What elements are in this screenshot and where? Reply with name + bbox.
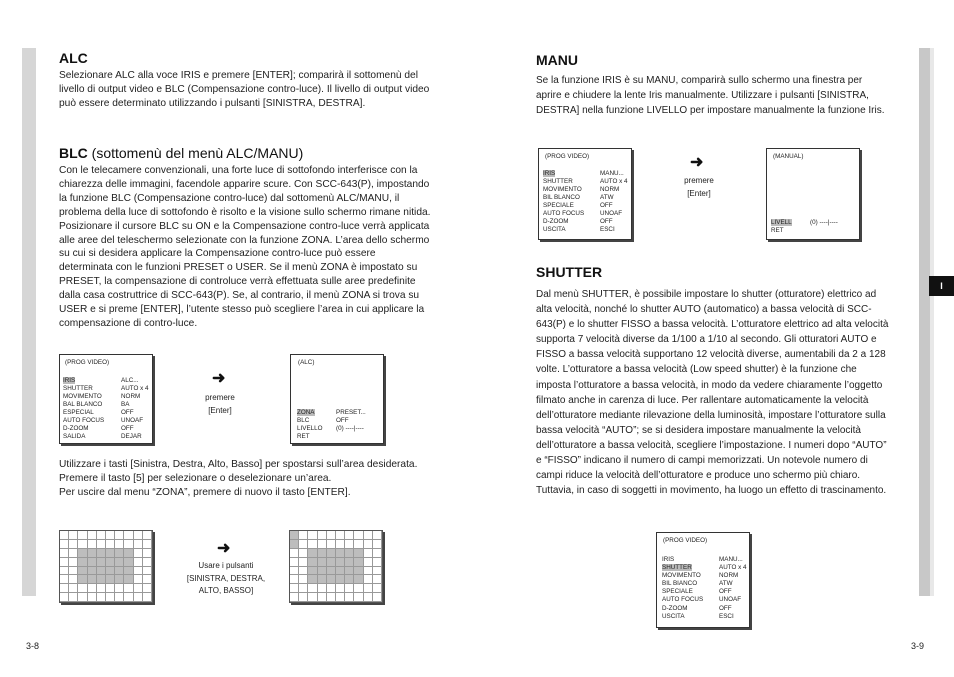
grid-cell — [299, 584, 308, 593]
grid-cell — [354, 567, 363, 576]
grid-cell — [69, 567, 78, 576]
grid-cell — [336, 567, 345, 576]
menu-value: MANU... — [719, 556, 743, 563]
grid-cell — [88, 558, 97, 567]
grid-cell — [88, 584, 97, 593]
zone-grid-before — [59, 530, 153, 603]
grid-cell — [327, 584, 336, 593]
grid-cell — [290, 593, 299, 602]
grid-cell — [290, 558, 299, 567]
grid-cell — [60, 567, 69, 576]
blc-subtitle: (sottomenù del menù ALC/MANU) — [91, 145, 304, 161]
menu-value: ESCI — [719, 613, 734, 620]
blc-title: BLC — [59, 145, 88, 161]
grid-cell — [336, 593, 345, 602]
grid-cell — [308, 549, 317, 558]
arrow-right-icon: ➜ — [212, 370, 226, 387]
grid-cell — [318, 549, 327, 558]
grid-cell — [134, 531, 143, 540]
grid-cell — [327, 540, 336, 549]
grid-cell — [354, 558, 363, 567]
grid-cell — [69, 575, 78, 584]
menu-label: AUTO FOCUS — [662, 596, 704, 603]
grid-cell — [345, 567, 354, 576]
grid-cell — [143, 558, 152, 567]
grid-cell — [88, 540, 97, 549]
grid-cell — [373, 584, 382, 593]
grid-cell — [69, 531, 78, 540]
grid-cell — [115, 531, 124, 540]
grid-cell — [345, 531, 354, 540]
grid-cell — [318, 531, 327, 540]
grid-cell — [327, 567, 336, 576]
grid-cell — [318, 540, 327, 549]
grid-cell — [97, 549, 106, 558]
menu-label: LIVELL — [771, 219, 792, 226]
grid-cell — [60, 584, 69, 593]
menu-label: SPECIALE — [662, 588, 693, 595]
grid-cell — [88, 567, 97, 576]
prog-video-menu-manu — [538, 148, 632, 240]
language-tab: I — [929, 276, 954, 296]
grid-cell — [364, 575, 373, 584]
grid-cell — [97, 531, 106, 540]
menu-value: AUTO x 4 — [600, 178, 628, 185]
manual-submenu — [766, 148, 860, 240]
menu-value: AUTO x 4 — [719, 564, 747, 571]
grid-cell — [290, 531, 299, 540]
menu-value: (0) ----|---- — [810, 219, 838, 226]
grid-cell — [78, 531, 87, 540]
grid-cell — [299, 531, 308, 540]
grid-cell — [69, 584, 78, 593]
shutter-text: Dal menù SHUTTER, è possibile impostare lo shutter (otturatore) elettrico ad alta velocità, nonché lo shutter AUTO (automatico) a bassa velocità di SCC-643(P) e lo shutter FISSO a bassa velocità. L’otturatore elettrico ad alta velocità supporta 7 velocità diverse da 1/100 a 1/10 al secondo. Gli otturatori AUTO e FISSO a bassa velocità supportano 12 velocità diverse, aumentabili da 2 a 128 volte. L’otturatore a bassa velocità (Low speed shutter) è la funzione che imposta l’otturatore a bassa velocità, in modo da vedere chiaramente l’oggetto filmato anche in carenza di luce. Per rallentare automaticamente la velocità dell’otturatore mediante rilevazione della luminosità, impostare l’otturatore sulla bassa velocità “AUTO”; se si desidera impostare manualmente la velocità dell’otturatore a bassa velocità, scegliere l’impostazione. I numeri dopo “AUTO” e “FISSO” indicano il numero di campi memorizzati. Un notevole numero di campi riduce la velocità dell’otturatore e produce uno schermo più chiaro. Tuttavia, in caso di soggetti in movimento, ha luogo un effetto di trascinamento. — [536, 289, 889, 497]
page-number-left: 3-8 — [26, 641, 40, 651]
prog-video-menu-shutter — [656, 532, 750, 628]
grid-cell — [134, 558, 143, 567]
grid-cell — [364, 549, 373, 558]
grid-cell — [373, 549, 382, 558]
grid-cell — [106, 593, 115, 602]
grid-cell — [106, 584, 115, 593]
grid-cell — [69, 593, 78, 602]
grid-cell — [318, 567, 327, 576]
grid-cell — [115, 593, 124, 602]
grid-cell — [308, 575, 317, 584]
grid-cell — [115, 584, 124, 593]
grid-cell — [299, 540, 308, 549]
shutter-heading: SHUTTER — [536, 264, 603, 280]
grid-cell — [327, 558, 336, 567]
grid-cell — [318, 584, 327, 593]
menu-label: D-ZOOM — [63, 425, 89, 432]
grid-cell — [134, 575, 143, 584]
menu-value: ALC... — [121, 377, 139, 384]
grid-cell — [115, 558, 124, 567]
menu-title: (PROG VIDEO) — [65, 359, 110, 366]
menu-label: SHUTTER — [63, 385, 93, 392]
menu-value: UNOAF — [600, 210, 623, 217]
menu-value: OFF — [121, 409, 134, 416]
menu-value: NORM — [121, 393, 141, 400]
menu-label: AUTO FOCUS — [543, 210, 585, 217]
grid-cell — [78, 549, 87, 558]
menu-value: MANU... — [600, 170, 624, 177]
grid-cell — [78, 567, 87, 576]
menu-label: RET — [771, 227, 784, 234]
grid-cell — [115, 575, 124, 584]
grid-cell — [60, 575, 69, 584]
arrow-right-icon: ➜ — [690, 154, 704, 171]
grid-cell — [364, 540, 373, 549]
blc-text: Con le telecamere convenzionali, una forte luce di sottofondo interferisce con la chiarezza delle immagini, facendole apparire scure. Con SCC-643(P), impostando la funzione BLC (Compensazione contro-luce) dal sottomenù ALC/MANU, il problema della luce di sottofondo è risolto e la visione sullo schermo rimane nitida. Posizionare il cursore BLC su ON e la Compensazione contro-luce verrà applicata alle aree del teleschermo selezionate con la funzione ZONA. L’area dello schermo su cui si desidera applicare la Compensazione contro-luce può essere determinata con le funzioni PRESET o USER. Se il menù ZONA è impostato su PRESET, la compensazione di controluce verrà effettuata sulle aree predefinite dalla casa costruttrice di SCC-643(P). Se, al contrario, il menù ZONA si trova su USER e si preme [ENTER], l’utente stesso può scegliere l’area in cui applicare la compensazione di contro-luce. — [59, 165, 431, 329]
menu-label: BIL BIANCO — [662, 580, 698, 587]
grid-cell — [97, 593, 106, 602]
menu-label: D-ZOOM — [662, 605, 688, 612]
grid-cell — [143, 575, 152, 584]
menu-label: ESPECIAL — [63, 409, 94, 416]
alc-text: Selezionare ALC alla voce IRIS e premere [ENTER]; comparirà il sottomenù del livello di output video e BLC (Compensazione contro-luce). Il livello di output video può essere determinato utilizzando i pulsanti [SINISTRA, DESTRA]. — [59, 70, 430, 109]
grid-cell — [106, 540, 115, 549]
grid-cell — [78, 593, 87, 602]
menu-label: IRIS — [662, 556, 675, 563]
menu-label: LIVELLO — [297, 425, 323, 432]
grid-cell — [364, 531, 373, 540]
grid-cell — [88, 549, 97, 558]
grid-cell — [143, 531, 152, 540]
alc-heading: ALC — [59, 50, 88, 66]
menu-value: NORM — [600, 186, 620, 193]
grid-cell — [354, 575, 363, 584]
grid-cell — [318, 575, 327, 584]
grid-cell — [354, 549, 363, 558]
grid-cell — [373, 575, 382, 584]
grid-cell — [124, 531, 133, 540]
grid-cell — [106, 575, 115, 584]
grid-cell — [60, 549, 69, 558]
grid-cell — [327, 575, 336, 584]
menu-value: OFF — [336, 417, 349, 424]
grid-cell — [290, 567, 299, 576]
grid-cell — [124, 567, 133, 576]
grid-cell — [134, 567, 143, 576]
grid-cell — [345, 593, 354, 602]
grid-cell — [373, 558, 382, 567]
grid-cell — [354, 593, 363, 602]
grid-cell — [308, 558, 317, 567]
grid-cell — [69, 549, 78, 558]
grid-cell — [290, 549, 299, 558]
grid-cell — [345, 584, 354, 593]
grid-cell — [115, 540, 124, 549]
menu-label: BLC — [297, 417, 310, 424]
menu-value: ATW — [719, 580, 733, 587]
grid-cell — [299, 575, 308, 584]
grid-cell — [124, 540, 133, 549]
right-margin-bar — [919, 48, 930, 596]
grid-cell — [373, 531, 382, 540]
grid-cell — [373, 567, 382, 576]
grid-cell — [290, 575, 299, 584]
grid-cell — [290, 584, 299, 593]
manu-heading: MANU — [536, 52, 578, 68]
grid-cell — [354, 540, 363, 549]
arrow-caption: premere [Enter] — [684, 176, 714, 198]
grid-cell — [143, 567, 152, 576]
grid-cell — [115, 567, 124, 576]
grid-cell — [143, 593, 152, 602]
grid-cell — [308, 531, 317, 540]
menu-label: BAL BLANCO — [63, 401, 103, 408]
grid-cell — [60, 531, 69, 540]
grid-cell — [88, 531, 97, 540]
grid-cell — [327, 549, 336, 558]
grid-cell — [106, 558, 115, 567]
menu-value: UNOAF — [121, 417, 144, 424]
grid-cell — [318, 593, 327, 602]
menu-title: (PROG VIDEO) — [545, 153, 590, 160]
menu-label: MOVIMENTO — [662, 572, 701, 579]
grid-cell — [106, 549, 115, 558]
grid-cell — [124, 593, 133, 602]
manu-text: Se la funzione IRIS è su MANU, comparirà sullo schermo una finestra per aprire e chiudere la lente Iris manualmente. Utilizzare i pulsanti [SINISTRA, DESTRA] nella funzione LIVELLO per impostare manualmente la funzione Iris. — [536, 75, 885, 117]
prog-video-menu-alc — [59, 354, 153, 444]
grid-cell — [115, 549, 124, 558]
menu-label: SALIDA — [63, 433, 86, 440]
grid-cell — [134, 549, 143, 558]
menu-label: RET — [297, 433, 310, 440]
grid-cell — [345, 575, 354, 584]
arrow-right-icon: ➜ — [217, 540, 231, 557]
menu-label: SPECIALE — [543, 202, 574, 209]
grid-cell — [364, 584, 373, 593]
grid-cell — [345, 540, 354, 549]
grid-cell — [327, 593, 336, 602]
grid-cell — [327, 531, 336, 540]
grid-cell — [336, 549, 345, 558]
grid-cell — [134, 593, 143, 602]
grid-cell — [60, 540, 69, 549]
grid-cell — [336, 540, 345, 549]
grid-cell — [124, 549, 133, 558]
page-number-right: 3-9 — [911, 641, 925, 651]
arrow-caption: premere [Enter] — [205, 393, 235, 415]
grid-cell — [69, 540, 78, 549]
grid-cell — [106, 531, 115, 540]
menu-value: OFF — [121, 425, 134, 432]
grid-cell — [124, 575, 133, 584]
right-margin-bar-light — [930, 48, 934, 596]
menu-label: D-ZOOM — [543, 218, 569, 225]
grid-cell — [354, 531, 363, 540]
menu-value: DEJAR — [121, 433, 142, 440]
grid-cell — [97, 575, 106, 584]
grid-cell — [97, 540, 106, 549]
grid-cell — [60, 558, 69, 567]
grid-cell — [354, 584, 363, 593]
grid-cell — [299, 567, 308, 576]
menu-label: IRIS — [543, 170, 556, 177]
grid-cell — [308, 567, 317, 576]
grid-cell — [97, 567, 106, 576]
menu-label: MOVIMENTO — [543, 186, 582, 193]
blc-heading — [59, 145, 303, 161]
menu-label: AUTO FOCUS — [63, 417, 105, 424]
grid-cell — [143, 549, 152, 558]
grid-cell — [308, 540, 317, 549]
menu-title: (MANUAL) — [773, 153, 804, 160]
menu-label: IRIS — [63, 377, 76, 384]
grid-cell — [364, 593, 373, 602]
grid-cell — [345, 558, 354, 567]
grid-cell — [364, 558, 373, 567]
grid-cell — [134, 540, 143, 549]
grid-cell — [97, 584, 106, 593]
grid-cell — [78, 575, 87, 584]
grid-cell — [88, 593, 97, 602]
left-margin-bar — [22, 48, 36, 596]
grid-cell — [69, 558, 78, 567]
grid-cell — [60, 593, 69, 602]
grid-cell — [78, 540, 87, 549]
grid-cell — [97, 558, 106, 567]
menu-value: AUTO x 4 — [121, 385, 149, 392]
menu-label: ZONA — [297, 409, 315, 416]
menu-label: SHUTTER — [543, 178, 573, 185]
menu-value: OFF — [600, 218, 613, 225]
menu-label: USCITA — [662, 613, 685, 620]
menu-label: BIL BLANCO — [543, 194, 580, 201]
grid-cell — [299, 549, 308, 558]
menu-value: OFF — [600, 202, 613, 209]
zone-instructions: Utilizzare i tasti [Sinistra, Destra, Alto, Basso] per spostarsi sull’area desiderata. Premere il tasto [5] per selezionare o deselezionare un’area. Per uscire dal menu “ZONA”, premere di nuovo il tasto [ENTER]. — [59, 459, 418, 498]
alc-submenu — [290, 354, 384, 444]
grid-cell — [336, 575, 345, 584]
grid-cell — [143, 540, 152, 549]
menu-value: PRESET... — [336, 409, 366, 416]
grid-cell — [88, 575, 97, 584]
menu-value: OFF — [719, 588, 732, 595]
grid-cell — [124, 584, 133, 593]
menu-value: ATW — [600, 194, 614, 201]
grid-cell — [345, 549, 354, 558]
grid-cell — [78, 584, 87, 593]
grid-cell — [143, 584, 152, 593]
menu-value: (0) ----|---- — [336, 425, 364, 432]
menu-title: (ALC) — [298, 359, 315, 366]
grid-cell — [308, 584, 317, 593]
menu-value: ESCI — [600, 226, 615, 233]
grid-cell — [290, 540, 299, 549]
grid-cell — [364, 567, 373, 576]
menu-label: SHUTTER — [662, 564, 692, 571]
grid-cell — [308, 593, 317, 602]
grid-cell — [124, 558, 133, 567]
grid-cell — [299, 558, 308, 567]
menu-label: MOVIMENTO — [63, 393, 102, 400]
grid-cell — [336, 584, 345, 593]
menu-label: USCITA — [543, 226, 566, 233]
menu-title: (PROG VIDEO) — [663, 537, 708, 544]
grid-cell — [373, 540, 382, 549]
menu-value: OFF — [719, 605, 732, 612]
grid-cell — [78, 558, 87, 567]
menu-value: UNOAF — [719, 596, 742, 603]
grid-cell — [299, 593, 308, 602]
grid-cell — [373, 593, 382, 602]
grid-cell — [318, 558, 327, 567]
grid-cell — [336, 558, 345, 567]
grid-cell — [106, 567, 115, 576]
arrow-caption: Usare i pulsanti [SINISTRA, DESTRA, ALTO, BASSO] — [186, 561, 266, 595]
zone-grid-after — [289, 530, 383, 603]
menu-value: BA — [121, 401, 130, 408]
menu-value: NORM — [719, 572, 739, 579]
grid-cell — [336, 531, 345, 540]
grid-cell — [134, 584, 143, 593]
